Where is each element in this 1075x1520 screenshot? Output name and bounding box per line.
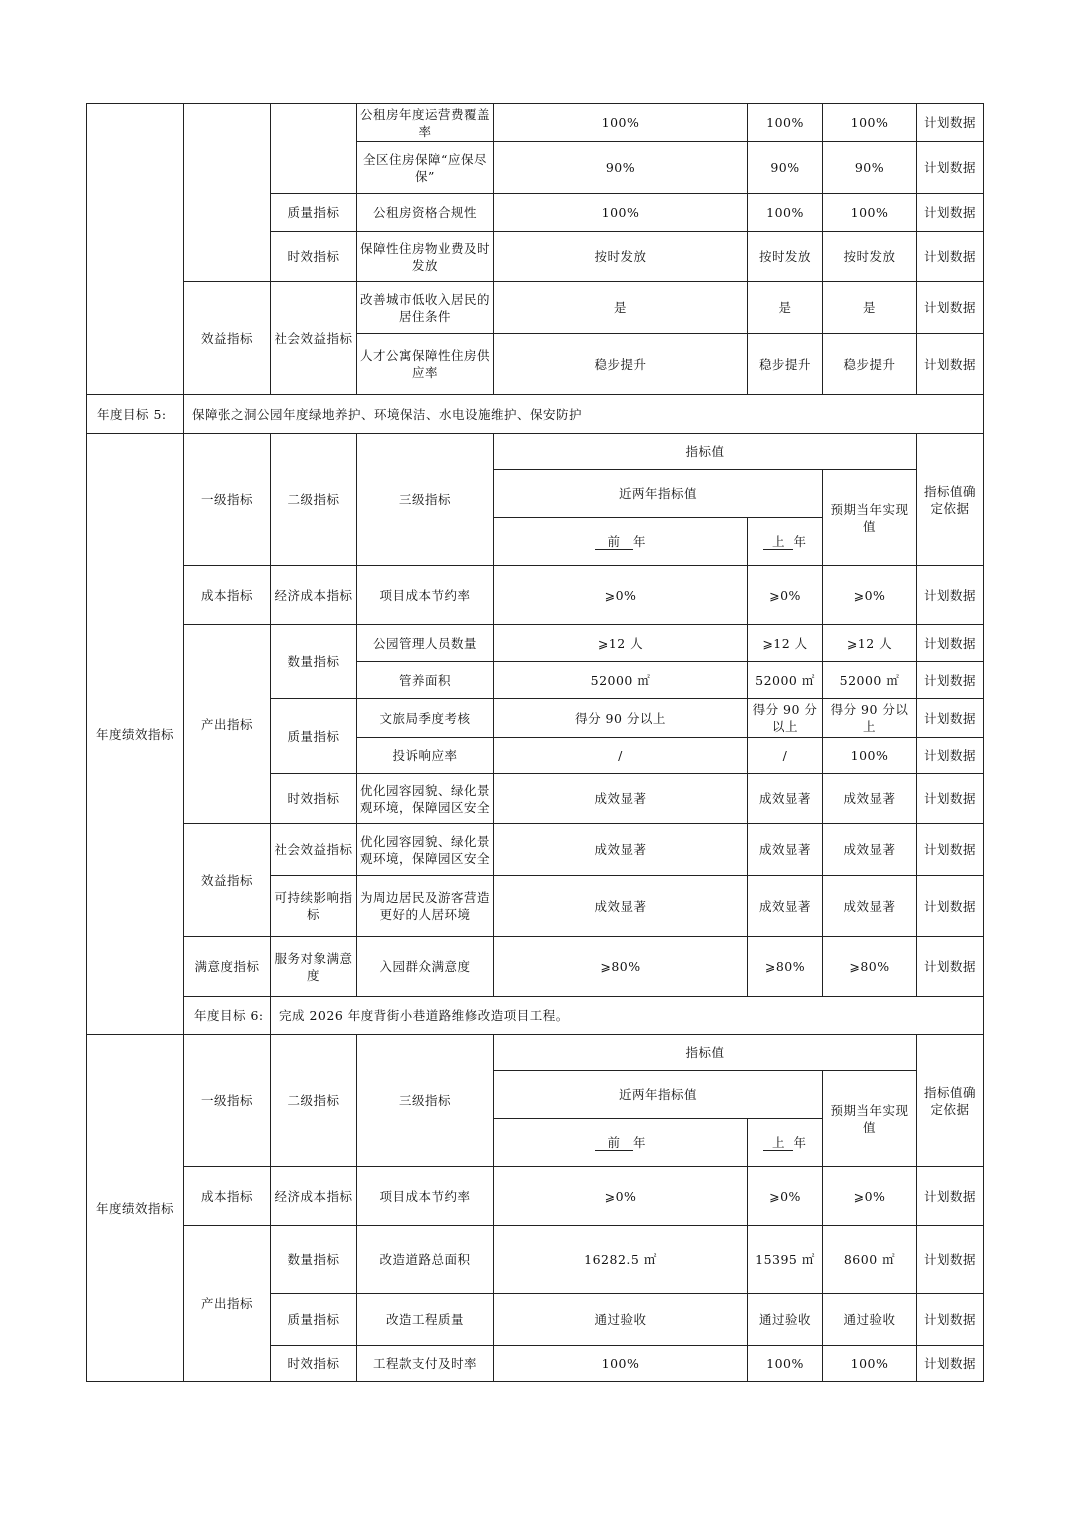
level2-indicator: 质量指标 <box>271 194 357 232</box>
last-year-value: 成效显著 <box>748 774 823 824</box>
header-expected: 预期当年实现值 <box>823 1071 917 1167</box>
blank-cell <box>184 104 271 282</box>
basis-value: 计划数据 <box>917 824 984 876</box>
prev-year-value: 100% <box>494 194 748 232</box>
table-row <box>87 1167 984 1226</box>
last-year-value: 按时发放 <box>748 232 823 282</box>
expected-value: 90% <box>823 142 917 194</box>
header-prev-year <box>494 1119 748 1167</box>
header-level1: 一级指标 <box>184 434 271 566</box>
header-level2: 二级指标 <box>271 434 357 566</box>
goal-row <box>87 997 984 1035</box>
last-year-value: ⩾80% <box>748 937 823 997</box>
year-suffix: 年 <box>793 1135 807 1150</box>
level3-indicator: 公租房年度运营费覆盖率 <box>357 104 494 142</box>
level2-indicator: 服务对象满意度 <box>271 937 357 997</box>
prev-year-value: 稳步提升 <box>494 334 748 395</box>
prev-year-value: ⩾0% <box>494 1167 748 1226</box>
prev-year-value: 通过验收 <box>494 1294 748 1346</box>
year-suffix: 年 <box>793 534 807 549</box>
prev-year-value: 成效显著 <box>494 824 748 876</box>
expected-value: 得分 90 分以上 <box>823 699 917 738</box>
expected-value: 52000 ㎡ <box>823 662 917 699</box>
header-expected: 预期当年实现值 <box>823 470 917 566</box>
table-row <box>87 937 984 997</box>
year-suffix: 年 <box>632 534 646 549</box>
level2-indicator: 时效指标 <box>271 1346 357 1382</box>
header-row <box>87 1035 984 1071</box>
prev-year-value: 成效显著 <box>494 774 748 824</box>
expected-value: ⩾12 人 <box>823 625 917 662</box>
level1-indicator: 产出指标 <box>184 625 271 824</box>
last-year-value: 成效显著 <box>748 876 823 937</box>
basis-value: 计划数据 <box>917 566 984 625</box>
basis-value: 计划数据 <box>917 282 984 334</box>
expected-value: 100% <box>823 738 917 774</box>
goal5-section-label: 年度绩效指标 <box>87 434 184 1035</box>
header-last-year <box>748 518 823 566</box>
level2-indicator: 社会效益指标 <box>271 824 357 876</box>
basis-value: 计划数据 <box>917 104 984 142</box>
level1-indicator: 产出指标 <box>184 1226 271 1382</box>
level3-indicator: 入园群众满意度 <box>357 937 494 997</box>
performance-indicator-table <box>86 103 984 1382</box>
level3-indicator: 管养面积 <box>357 662 494 699</box>
prev-year-value: 成效显著 <box>494 876 748 937</box>
header-row <box>87 434 984 470</box>
expected-value: ⩾0% <box>823 566 917 625</box>
expected-value: ⩾0% <box>823 1167 917 1226</box>
last-year-value: 成效显著 <box>748 824 823 876</box>
prev-year-mark: 前 <box>595 1135 633 1151</box>
level3-indicator: 全区住房保障“应保尽保” <box>357 142 494 194</box>
header-indicator-value: 指标值 <box>494 434 917 470</box>
header-recent-two-years: 近两年指标值 <box>494 1071 823 1119</box>
last-year-value: 通过验收 <box>748 1294 823 1346</box>
expected-value: ⩾80% <box>823 937 917 997</box>
level2-indicator: 质量指标 <box>271 699 357 774</box>
basis-value: 计划数据 <box>917 1294 984 1346</box>
level3-indicator: 项目成本节约率 <box>357 1167 494 1226</box>
level2-indicator: 时效指标 <box>271 232 357 282</box>
level2-indicator: 质量指标 <box>271 1294 357 1346</box>
last-year-value: ⩾12 人 <box>748 625 823 662</box>
last-year-mark: 上 <box>763 534 793 550</box>
table-row <box>87 104 984 142</box>
last-year-value: 100% <box>748 104 823 142</box>
last-year-value: 稳步提升 <box>748 334 823 395</box>
goal-row <box>87 395 984 434</box>
level2-indicator: 时效指标 <box>271 774 357 824</box>
level3-indicator: 优化园容园貌、绿化景观环境，保障园区安全 <box>357 824 494 876</box>
header-level2: 二级指标 <box>271 1035 357 1167</box>
level3-indicator: 改善城市低收入居民的居住条件 <box>357 282 494 334</box>
level2-indicator: 数量指标 <box>271 625 357 699</box>
expected-value: 8600 ㎡ <box>823 1226 917 1294</box>
header-prev-year <box>494 518 748 566</box>
expected-value: 100% <box>823 194 917 232</box>
level2-indicator: 经济成本指标 <box>271 1167 357 1226</box>
prev-year-value: 16282.5 ㎡ <box>494 1226 748 1294</box>
level3-indicator: 项目成本节约率 <box>357 566 494 625</box>
goal5-text: 保障张之洞公园年度绿地养护、环境保洁、水电设施维护、保安防护 <box>184 395 984 434</box>
level3-indicator: 人才公寓保障性住房供应率 <box>357 334 494 395</box>
last-year-value: 52000 ㎡ <box>748 662 823 699</box>
table-row <box>87 282 984 334</box>
goal6-text: 完成 2026 年度背街小巷道路维修改造项目工程。 <box>271 997 984 1035</box>
basis-value: 计划数据 <box>917 699 984 738</box>
last-year-value: / <box>748 738 823 774</box>
prev-year-value: ⩾80% <box>494 937 748 997</box>
goal6-label: 年度目标 6: <box>184 997 271 1035</box>
header-last-year <box>748 1119 823 1167</box>
last-year-value: 15395 ㎡ <box>748 1226 823 1294</box>
last-year-value: 90% <box>748 142 823 194</box>
expected-value: 稳步提升 <box>823 334 917 395</box>
prev-year-value: ⩾0% <box>494 566 748 625</box>
basis-value: 计划数据 <box>917 738 984 774</box>
header-basis: 指标值确定依据 <box>917 434 984 566</box>
expected-value: 按时发放 <box>823 232 917 282</box>
level1-indicator: 效益指标 <box>184 282 271 395</box>
prev-year-value: 是 <box>494 282 748 334</box>
basis-value: 计划数据 <box>917 1167 984 1226</box>
last-year-value: ⩾0% <box>748 1167 823 1226</box>
basis-value: 计划数据 <box>917 142 984 194</box>
header-basis: 指标值确定依据 <box>917 1035 984 1167</box>
level1-indicator: 成本指标 <box>184 1167 271 1226</box>
header-recent-two-years: 近两年指标值 <box>494 470 823 518</box>
prev-year-value: 100% <box>494 1346 748 1382</box>
prev-year-value: ⩾12 人 <box>494 625 748 662</box>
basis-value: 计划数据 <box>917 876 984 937</box>
expected-value: 成效显著 <box>823 824 917 876</box>
prev-year-value: 52000 ㎡ <box>494 662 748 699</box>
level3-indicator: 投诉响应率 <box>357 738 494 774</box>
level1-indicator: 满意度指标 <box>184 937 271 997</box>
basis-value: 计划数据 <box>917 1226 984 1294</box>
prev-year-value: 90% <box>494 142 748 194</box>
basis-value: 计划数据 <box>917 662 984 699</box>
year-suffix: 年 <box>632 1135 646 1150</box>
level2-indicator: 社会效益指标 <box>271 282 357 395</box>
level2-indicator: 经济成本指标 <box>271 566 357 625</box>
basis-value: 计划数据 <box>917 194 984 232</box>
header-level3: 三级指标 <box>357 434 494 566</box>
goal6-section-label: 年度绩效指标 <box>87 1035 184 1382</box>
basis-value: 计划数据 <box>917 774 984 824</box>
expected-value: 100% <box>823 104 917 142</box>
table-row <box>87 1226 984 1294</box>
table-row <box>87 625 984 662</box>
level3-indicator: 文旅局季度考核 <box>357 699 494 738</box>
basis-value: 计划数据 <box>917 232 984 282</box>
header-level3: 三级指标 <box>357 1035 494 1167</box>
expected-value: 100% <box>823 1346 917 1382</box>
level3-indicator: 优化园容园貌、绿化景观环境，保障园区安全 <box>357 774 494 824</box>
level3-indicator: 改造工程质量 <box>357 1294 494 1346</box>
goal5-label: 年度目标 5: <box>87 395 184 434</box>
prev-year-value: 得分 90 分以上 <box>494 699 748 738</box>
level3-indicator: 为周边居民及游客营造更好的人居环境 <box>357 876 494 937</box>
header-level1: 一级指标 <box>184 1035 271 1167</box>
table-row <box>87 824 984 876</box>
last-year-value: 100% <box>748 1346 823 1382</box>
level1-indicator: 效益指标 <box>184 824 271 937</box>
header-indicator-value: 指标值 <box>494 1035 917 1071</box>
last-year-value: 是 <box>748 282 823 334</box>
prev-year-mark: 前 <box>595 534 633 550</box>
prev-year-value: 100% <box>494 104 748 142</box>
basis-value: 计划数据 <box>917 1346 984 1382</box>
last-year-mark: 上 <box>763 1135 793 1151</box>
blank-cell <box>87 104 184 395</box>
level1-indicator: 成本指标 <box>184 566 271 625</box>
expected-value: 成效显著 <box>823 774 917 824</box>
level3-indicator: 改造道路总面积 <box>357 1226 494 1294</box>
expected-value: 是 <box>823 282 917 334</box>
level3-indicator: 工程款支付及时率 <box>357 1346 494 1382</box>
expected-value: 通过验收 <box>823 1294 917 1346</box>
basis-value: 计划数据 <box>917 625 984 662</box>
level3-indicator: 公园管理人员数量 <box>357 625 494 662</box>
level3-indicator: 保障性住房物业费及时发放 <box>357 232 494 282</box>
last-year-value: 得分 90 分以上 <box>748 699 823 738</box>
expected-value: 成效显著 <box>823 876 917 937</box>
level3-indicator: 公租房资格合规性 <box>357 194 494 232</box>
basis-value: 计划数据 <box>917 334 984 395</box>
last-year-value: ⩾0% <box>748 566 823 625</box>
basis-value: 计划数据 <box>917 937 984 997</box>
last-year-value: 100% <box>748 194 823 232</box>
prev-year-value: / <box>494 738 748 774</box>
prev-year-value: 按时发放 <box>494 232 748 282</box>
level2-indicator: 数量指标 <box>271 1226 357 1294</box>
table-row <box>87 566 984 625</box>
level2-indicator: 可持续影响指标 <box>271 876 357 937</box>
blank-cell <box>271 104 357 194</box>
